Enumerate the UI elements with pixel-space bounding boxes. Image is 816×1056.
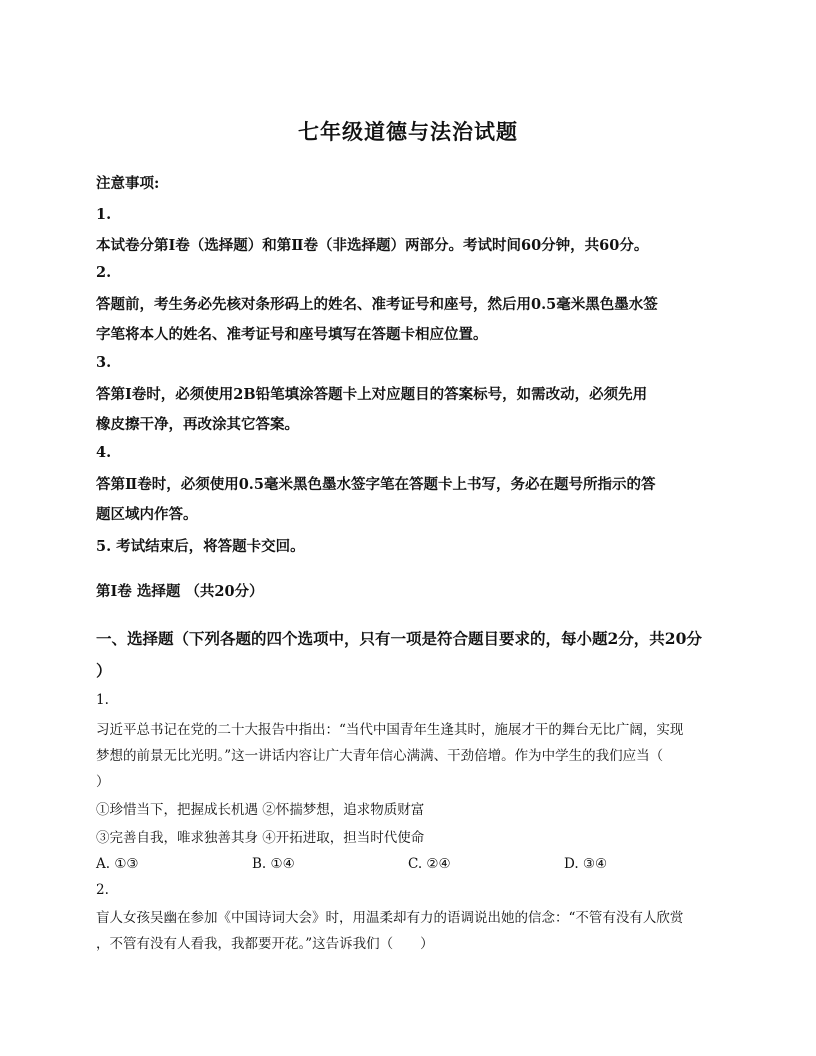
notice-heading: 注意事项:	[96, 175, 160, 192]
part-heading-cont: ）	[96, 661, 112, 680]
question-stem: 盲人女孩吴幽在参加《中国诗词大会》时，用温柔却有力的语调说出她的信念：“不管有没有人欣赏	[96, 910, 684, 926]
section-heading: 第Ⅰ卷 选择题 （共20分）	[96, 583, 264, 600]
page-title: 七年级道德与法治试题	[298, 119, 518, 144]
notice-line: 3.	[96, 354, 112, 371]
question-stem: ，不管有没有人看我，我都要开花。”这告诉我们（ ）	[96, 936, 434, 952]
question-number: 2.	[96, 882, 109, 898]
notice-line: 答第Ⅱ卷时，必须使用0.5毫米黑色墨水签字笔在答题卡上书写，务必在题号所指示的答	[96, 476, 656, 493]
notice-line: 橡皮擦干净，再改涂其它答案。	[96, 416, 299, 433]
notice-line: 答第Ⅰ卷时，必须使用2B铅笔填涂答题卡上对应题目的答案标号，如需改动，必须先用	[96, 386, 648, 403]
notice-line: 答题前，考生务必先核对条形码上的姓名、准考证号和座号，然后用0.5毫米黑色墨水签	[96, 296, 658, 313]
notice-line: 4.	[96, 444, 112, 461]
notice-line: 5. 考试结束后，将答题卡交回。	[96, 538, 305, 555]
part-heading: 一、选择题（下列各题的四个选项中，只有一项是符合题目要求的，每小题2分，共20分	[96, 629, 702, 648]
notice-line: 字笔将本人的姓名、准考证号和座号填写在答题卡相应位置。	[96, 326, 488, 343]
option-c: C. ②④	[408, 856, 451, 872]
notice-line: 本试卷分第Ⅰ卷（选择题）和第Ⅱ卷（非选择题）两部分。考试时间60分钟，共60分。	[96, 237, 649, 254]
notice-line: 2.	[96, 264, 112, 281]
option-b: B. ①④	[252, 856, 295, 872]
question-stem: 习近平总书记在党的二十大报告中指出：“当代中国青年生逢其时，施展才干的舞台无比广阔，实现	[96, 722, 684, 738]
option-a: A. ①③	[96, 856, 139, 872]
notice-line: 题区域内作答。	[96, 506, 198, 523]
option-d: D. ③④	[564, 856, 608, 872]
question-number: 1.	[96, 692, 109, 708]
question-stem: 梦想的前景无比光明。”这一讲话内容让广大青年信心满满、干劲倍增。作为中学生的我们应当（	[96, 748, 664, 764]
answer-options	[96, 856, 720, 876]
question-statement: ③完善自我，唯求独善其身 ④开拓进取，担当时代使命	[96, 830, 425, 846]
question-statement: ①珍惜当下，把握成长机遇 ②怀揣梦想，追求物质财富	[96, 802, 425, 818]
question-stem: ）	[96, 774, 110, 790]
notice-line: 1.	[96, 206, 112, 223]
